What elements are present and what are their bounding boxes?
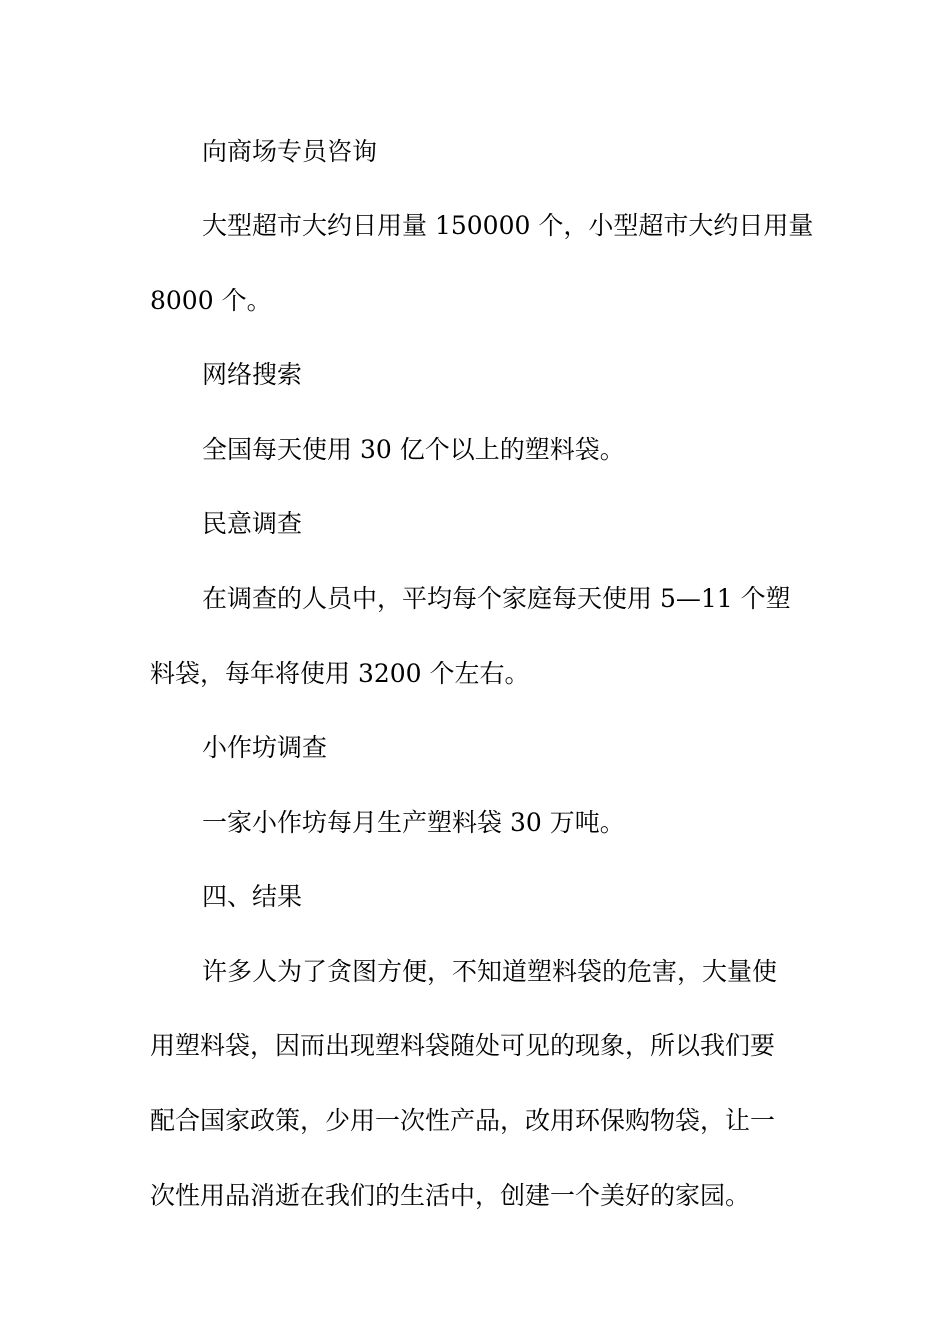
paragraph-line: 一家小作坊每月生产塑料袋 30 万吨。 bbox=[202, 808, 625, 837]
paragraph-line: 全国每天使用 30 亿个以上的塑料袋。 bbox=[202, 435, 625, 464]
paragraph-line: 用塑料袋，因而出现塑料袋随处可见的现象，所以我们要 bbox=[150, 1031, 776, 1060]
section-heading-public-survey: 民意调查 bbox=[202, 509, 303, 538]
section-heading-mall-inquiry: 向商场专员咨询 bbox=[202, 137, 378, 166]
paragraph-line: 料袋，每年将使用 3200 个左右。 bbox=[150, 659, 530, 688]
section-heading-workshop-survey: 小作坊调查 bbox=[202, 733, 328, 762]
section-heading-results: 四、结果 bbox=[202, 882, 303, 911]
paragraph-line: 许多人为了贪图方便，不知道塑料袋的危害，大量使 bbox=[202, 957, 778, 986]
paragraph-line: 配合国家政策，少用一次性产品，改用环保购物袋，让一 bbox=[150, 1106, 776, 1135]
paragraph-line: 大型超市大约日用量 150000 个，小型超市大约日用量 bbox=[202, 211, 814, 240]
paragraph-line: 在调查的人员中，平均每个家庭每天使用 5—11 个塑 bbox=[202, 584, 791, 613]
paragraph-line: 次性用品消逝在我们的生活中，创建一个美好的家园。 bbox=[150, 1181, 751, 1210]
section-heading-web-search: 网络搜索 bbox=[202, 360, 303, 389]
paragraph-line: 8000 个。 bbox=[150, 286, 272, 315]
